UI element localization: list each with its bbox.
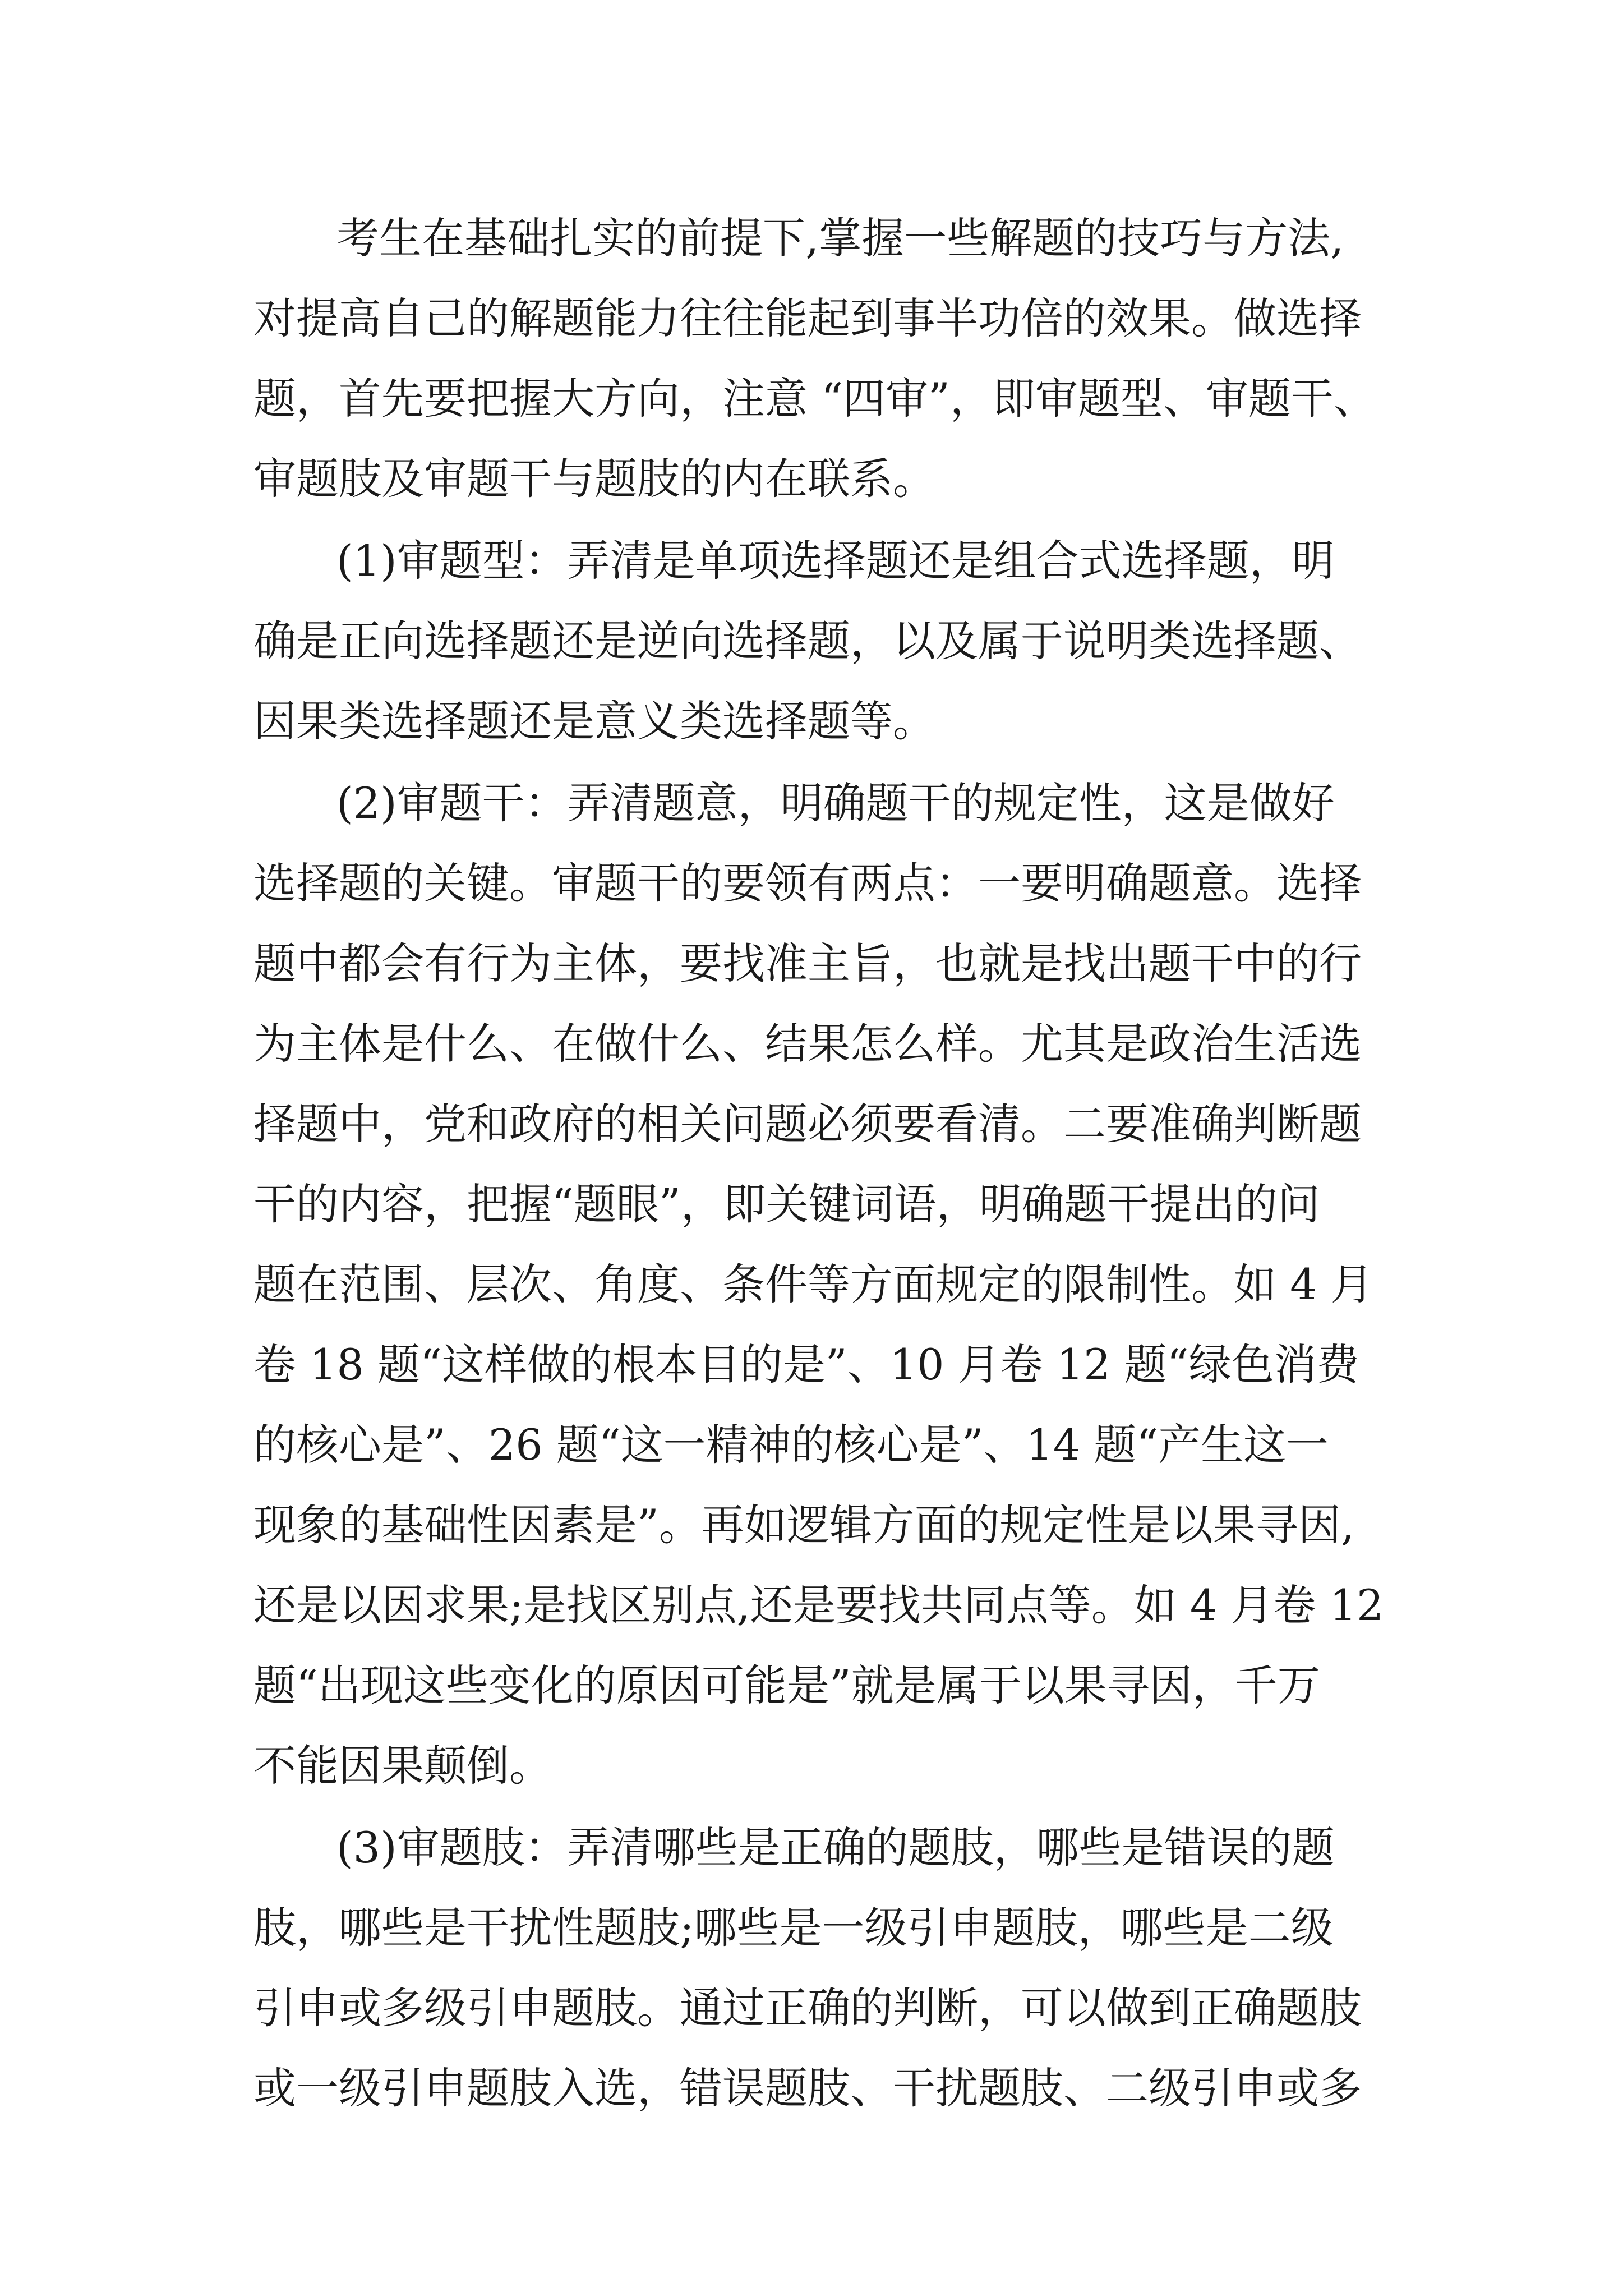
- text-line: (1)审题型：弄清是单项选择题还是组合式选择题，明: [336, 536, 1335, 586]
- text-line: 题“出现这些变化的原因可能是”就是属于以果寻因，千万: [253, 1660, 1320, 1710]
- text-line: 现象的基础性因素是”。再如逻辑方面的规定性是以果寻因,: [253, 1500, 1355, 1550]
- text-line: 因果类选择题还是意义类选择题等。: [253, 696, 935, 746]
- text-line: 题在范围、层次、角度、条件等方面规定的限制性。如 4 月: [253, 1259, 1373, 1309]
- text-line: 引申或多级引申题肢。通过正确的判断，可以做到正确题肢: [253, 1983, 1362, 2033]
- text-line: 审题肢及审题干与题肢的内在联系。: [253, 454, 935, 504]
- text-line: 的核心是”、26 题“这一精神的核心是”、14 题“产生这一: [253, 1420, 1329, 1470]
- text-line: 或一级引申题肢入选，错误题肢、干扰题肢、二级引申或多: [253, 2063, 1362, 2113]
- text-line: 对提高自己的解题能力往往能起到事半功倍的效果。做选择: [253, 293, 1362, 343]
- text-line: 不能因果颠倒。: [253, 1741, 552, 1791]
- text-line: 为主体是什么、在做什么、结果怎么样。尤其是政治生活选: [253, 1019, 1362, 1069]
- text-line: 干的内容，把握“题眼”，即关键词语，明确题干提出的问: [253, 1179, 1320, 1229]
- text-line: 择题中，党和政府的相关问题必须要看清。二要准确判断题: [253, 1099, 1362, 1149]
- text-line: 卷 18 题“这样做的根本目的是”、10 月卷 12 题“绿色消费: [253, 1340, 1359, 1389]
- text-line: 还是以因求果;是找区别点,还是要找共同点等。如 4 月卷 12: [253, 1580, 1384, 1630]
- text-line: 考生在基础扎实的前提下,掌握一些解题的技巧与方法,: [336, 213, 1344, 263]
- text-line: (3)审题肢：弄清哪些是正确的题肢，哪些是错误的题: [336, 1823, 1335, 1872]
- text-line: 肢，哪些是干扰性题肢;哪些是一级引申题肢，哪些是二级: [253, 1903, 1334, 1953]
- text-line: (2)审题干：弄清题意，明确题干的规定性，这是做好: [336, 778, 1335, 828]
- text-line: 选择题的关键。审题干的要领有两点：一要明确题意。选择: [253, 858, 1362, 908]
- text-line: 题中都会有行为主体，要找准主旨，也就是找出题干中的行: [253, 938, 1362, 988]
- text-line: 题，首先要把握大方向，注意 “四审”，即审题型、审题干、: [253, 374, 1376, 424]
- text-line: 确是正向选择题还是逆向选择题，以及属于说明类选择题、: [253, 616, 1362, 666]
